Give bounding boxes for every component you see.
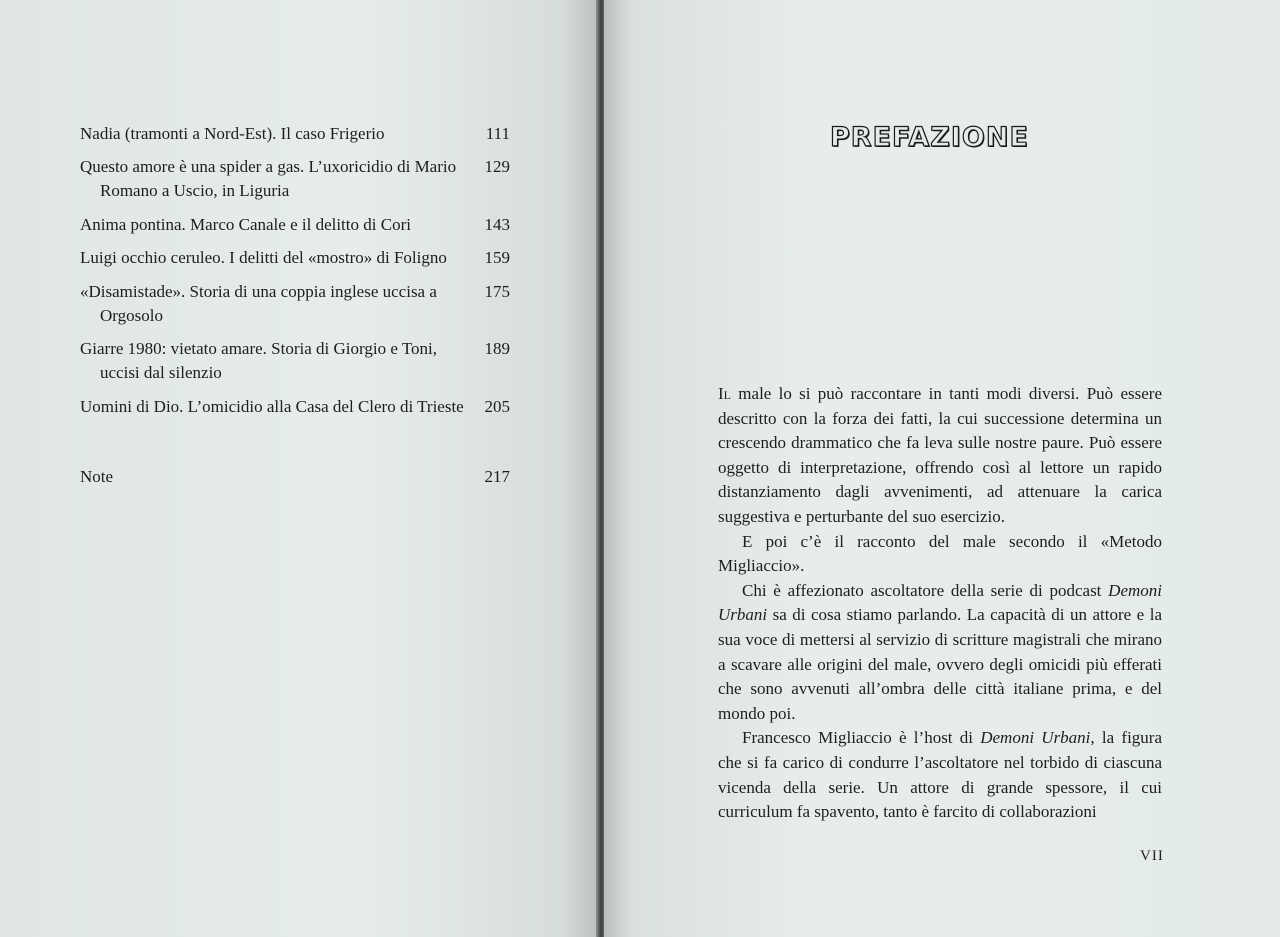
left-page — [0, 0, 598, 937]
toc-entry — [80, 246, 520, 270]
paragraph-text: , la figura che si fa carico di condurre l’ascoltatore nel torbido di ciascuna vicenda della serie. Un attore di grande spessore, il cui curriculum fa spavento, tanto è farcito di collaborazioni — [718, 728, 1162, 822]
toc-entry-page: 175 — [484, 282, 510, 301]
toc-entry — [80, 122, 520, 146]
paragraph-text: Francesco Migliaccio è l’host di — [742, 728, 981, 748]
toc-entry — [80, 280, 520, 328]
paragraph — [718, 726, 1162, 824]
podcast-title: Demoni Urbani — [718, 580, 1162, 625]
preface-body — [718, 382, 1162, 825]
toc-entry-title: Luigi occhio ceruleo. I delitti del «mostro» di Foligno — [80, 248, 447, 267]
paragraph-text: sa di cosa stiamo parlando. La capacità di un attore e la sua voce di mettersi al servizio di scritture magistrali che mirano a scavare alle origini del male, ovvero degli omicidi più efferati che sono avvenuti all’ombra delle città italiane prima, e del mondo poi. — [718, 605, 1162, 723]
paragraph-text: male lo si può raccontare in tanti modi diversi. Può essere descritto con la forza dei fatti, la cui successione determina un crescendo drammatico che fa leva sulle nostre paure. Può essere oggetto di interpretazione, offrendo così al lettore un rapido distanziamento dagli avvenimenti, ad attenuare la carica suggestiva e perturbante del suo esercizio. — [718, 384, 1162, 526]
toc-entry-page: 217 — [484, 467, 510, 486]
paragraph: E poi c’è il racconto del male secondo il «Metodo Migliaccio». — [718, 531, 1162, 576]
toc-entry — [80, 395, 520, 419]
toc-entry-title: «Disamistade». Storia di una coppia inglese uccisa a Orgosolo — [80, 282, 437, 325]
toc-entry-title: Note — [80, 467, 114, 486]
toc-entry-page: 205 — [484, 397, 510, 416]
chapter-heading: PREFAZIONE — [830, 122, 1029, 153]
toc-entry-notes — [80, 465, 520, 489]
toc-entry — [80, 337, 520, 385]
paragraph-text: Chi è affezionato ascoltatore della serie di podcast — [742, 580, 1109, 600]
podcast-title: Demoni Urbani — [980, 728, 1091, 748]
toc-entry — [80, 213, 520, 237]
toc-entry — [80, 155, 520, 203]
toc-entry-page: 129 — [484, 157, 510, 176]
toc-entry-title: Questo amore è una spider a gas. L’uxoricidio di Mario Romano a Uscio, in Liguria — [80, 157, 457, 200]
toc-entry-title: Nadia (tramonti a Nord-Est). Il caso Frigerio — [80, 124, 385, 143]
table-of-contents — [80, 122, 520, 489]
page-number: VII — [1140, 848, 1164, 864]
toc-entry-page: 143 — [484, 215, 510, 234]
drop-lead: Il — [718, 384, 731, 403]
toc-entry-title: Anima pontina. Marco Canale e il delitto di Cori — [80, 215, 411, 234]
toc-entry-title: Uomini di Dio. L’omicidio alla Casa del Clero di Trieste — [80, 397, 464, 416]
toc-entry-page: 189 — [484, 339, 510, 358]
toc-entry-title: Giarre 1980: vietato amare. Storia di Giorgio e Toni, uccisi dal silenzio — [80, 339, 437, 382]
toc-entry-page: 111 — [485, 124, 510, 143]
paragraph — [718, 579, 1162, 727]
paragraph — [718, 382, 1162, 530]
toc-entry-page: 159 — [484, 248, 510, 267]
